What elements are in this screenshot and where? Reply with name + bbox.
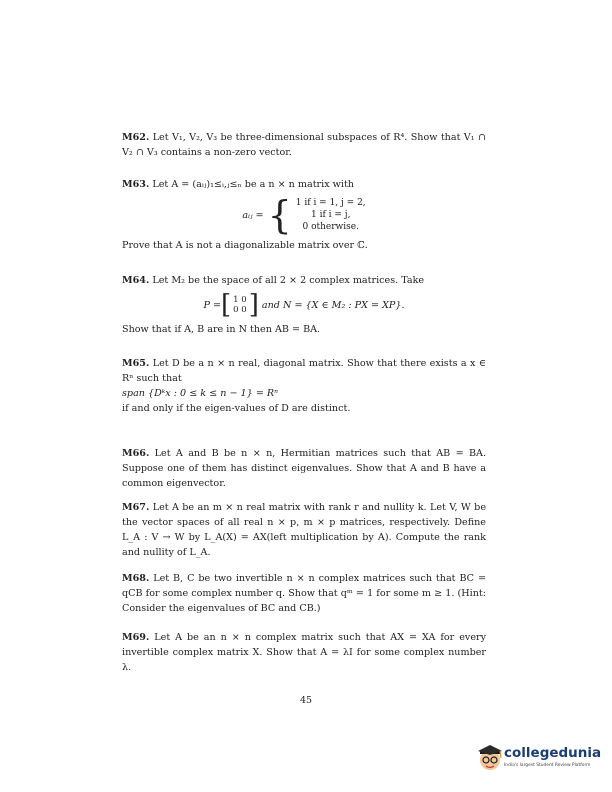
problem-intro: Let D be a n × n real, diagonal matrix. Show that there exists a x ∈ Rⁿ such that bbox=[122, 358, 486, 384]
problem-number: M67. bbox=[122, 502, 150, 513]
problem-outro: Prove that A is not a diagonalizable matrix over ℂ. bbox=[122, 240, 368, 251]
problem-number: M64. bbox=[122, 275, 150, 286]
problem-m65 bbox=[122, 356, 486, 416]
problem-text: Let B, C be two invertible n × n complex matrices such that BC = qCB for some complex number q. Show that qᵐ = 1 for some m ≥ 1. (Hint: Consider the eigenvalues of BC and CB.) bbox=[122, 573, 486, 614]
problem-number: M68. bbox=[122, 573, 150, 584]
problem-number: M62. bbox=[122, 132, 150, 143]
case-definition bbox=[122, 193, 486, 237]
graduate-mascot-icon bbox=[474, 741, 506, 773]
case-line: 1 if i = 1, j = 2, bbox=[295, 198, 366, 208]
problem-text: Let A and B be n × n, Hermitian matrices such that AB = BA. Suppose one of them has distinct eigenvalues. Show that A and B have a common eigenvector. bbox=[122, 448, 486, 489]
problem-number: M69. bbox=[122, 632, 150, 643]
problem-text: Let V₁, V₂, V₃ be three-dimensional subspaces of R⁴. Show that V₁ ∩ V₂ ∩ V₃ contains a non-zero vector. bbox=[122, 132, 486, 158]
matrix-row: 0 0 bbox=[233, 305, 247, 315]
problem-number: M63. bbox=[122, 179, 150, 190]
right-bracket: ] bbox=[248, 290, 259, 320]
problem-m66 bbox=[122, 446, 486, 491]
problem-m62 bbox=[122, 130, 486, 160]
problem-m69 bbox=[122, 630, 486, 675]
brand-name: collegedunia bbox=[504, 745, 602, 761]
left-bracket: [ bbox=[221, 290, 232, 320]
problem-outro: if and only if the eigen-values of D are distinct. bbox=[122, 403, 351, 414]
problem-intro: Let A = (aᵢⱼ)₁≤ᵢ,ⱼ≤ₙ be a n × n matrix with bbox=[152, 179, 354, 190]
problem-number: M65. bbox=[122, 358, 150, 369]
span-formula: span {Dᵏx : 0 ≤ k ≤ n − 1} = Rⁿ bbox=[122, 388, 279, 399]
page-number: 45 bbox=[299, 695, 313, 706]
brand-tagline: India's largest Student Review Platform bbox=[504, 763, 591, 768]
left-brace: { bbox=[267, 193, 292, 237]
problem-text: Let A be an n × n complex matrix such that AX = XA for every invertible complex matrix X. Show that A = λI for some complex number λ. bbox=[122, 632, 487, 673]
problem-m64 bbox=[122, 273, 486, 337]
matrix-definition bbox=[122, 292, 486, 318]
problem-number: M66. bbox=[122, 448, 150, 459]
matrix-lhs: P = bbox=[203, 299, 221, 311]
problem-outro: Show that if A, B are in N then AB = BA. bbox=[122, 324, 321, 335]
problem-m63 bbox=[122, 177, 486, 253]
collegedunia-logo bbox=[474, 741, 604, 775]
case-line: 0 otherwise. bbox=[302, 222, 359, 232]
case-lhs: aᵢⱼ = bbox=[242, 209, 264, 221]
case-line: 1 if i = j, bbox=[311, 210, 351, 220]
problem-text: Let A be an m × n real matrix with rank r and nullity k. Let V, W be the vector spaces of all real n × p, m × p matrices, respectively. Define L_A : V → W by L_A(X) = AX(left multiplication by A). Compute the rank and nullity of L_A. bbox=[122, 502, 486, 558]
problem-m67 bbox=[122, 500, 486, 560]
matrix-rhs: and N = {X ∈ M₂ : PX = XP}. bbox=[261, 299, 405, 311]
matrix-row: 1 0 bbox=[233, 295, 247, 305]
problem-intro: Let M₂ be the space of all 2 × 2 complex matrices. Take bbox=[152, 275, 425, 286]
problem-m68 bbox=[122, 571, 486, 616]
